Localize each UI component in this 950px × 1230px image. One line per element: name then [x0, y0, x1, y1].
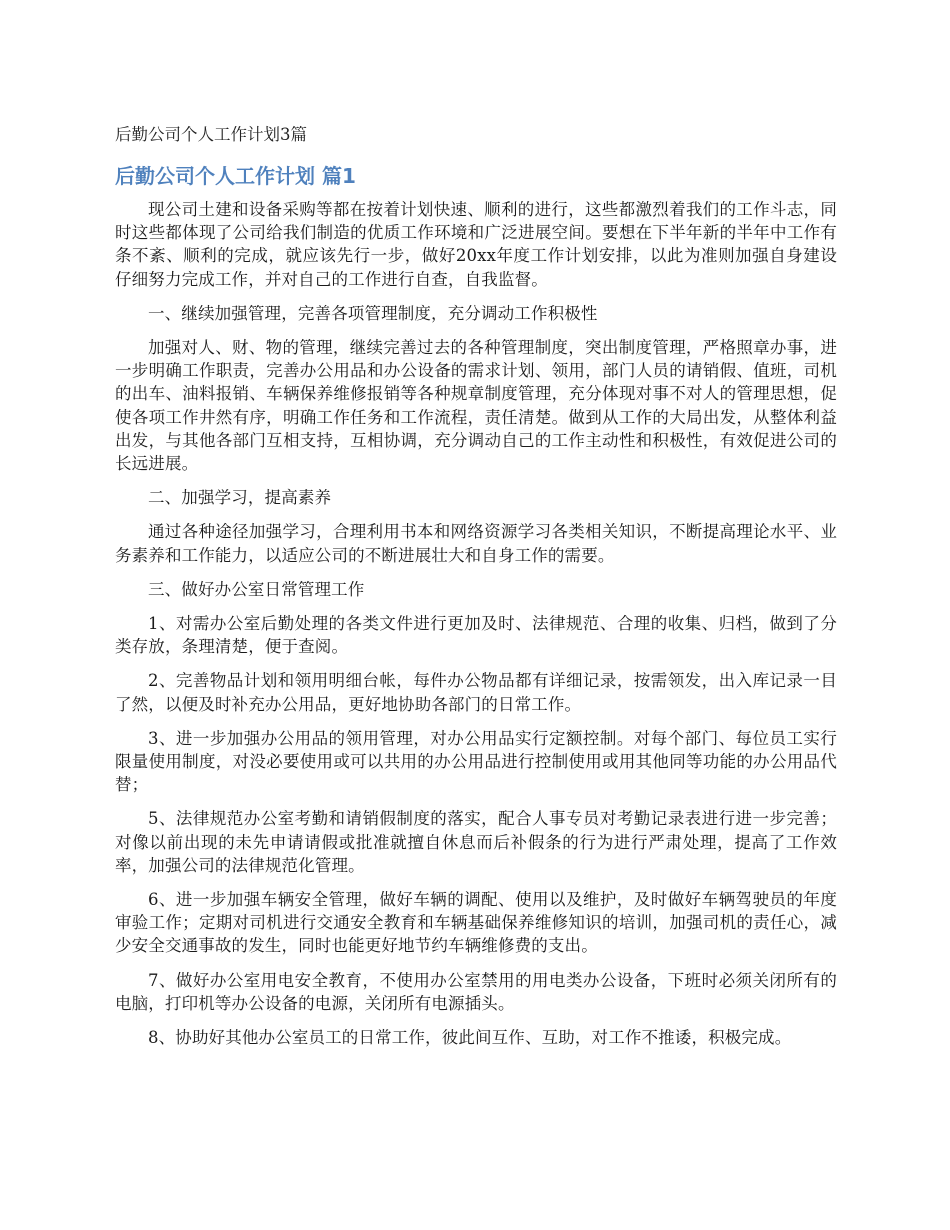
paragraph-item-7: 7、做好办公室用电安全教育，不使用办公室禁用的用电类办公设备，下班时必须关闭所有的电脑，打印机等办公设备的电源，关闭所有电源插头。: [115, 970, 837, 1013]
paragraph-learning: 通过各种途径加强学习，合理利用书本和网络资源学习各类相关知识，不断提高理论水平、业务素养和工作能力，以适应公司的不断进展壮大和自身工作的需要。: [115, 522, 837, 565]
paragraph-item-2: 2、完善物品计划和领用明细台帐，每件办公物品都有详细记录，按需领发，出入库记录一目了然，以便及时补充办公用品，更好地协助各部门的日常工作。: [115, 671, 837, 714]
paragraph-section-1-title: 一、继续加强管理，完善各项管理制度，充分调动工作积极性: [148, 303, 598, 323]
paragraph-intro: 现公司土建和设备采购等都在按着计划快速、顺利的进行，这些都激烈着我们的工作斗志，同时这些都体现了公司给我们制造的优质工作环境和广泛进展空间。要想在下半年新的半年中工作有条不紊、顺利的完成，就应该先行一步，做好20xx年度工作计划安排，以此为准则加强自身建设仔细努力完成工作，并对自己的工作进行自查，自我监督。: [115, 200, 837, 289]
paragraph-item-3: 3、进一步加强办公用品的领用管理，对办公用品实行定额控制。对每个部门、每位员工实行限量使用制度，对没必要使用或可以共用的办公用品进行控制使用或用其他同等功能的办公用品代替；: [115, 728, 837, 795]
paragraph-management: 加强对人、财、物的管理，继续完善过去的各种管理制度，突出制度管理，严格照章办事，进一步明确工作职责，完善办公用品和办公设备的需求计划、领用，部门人员的请销假、值班，司机的出车、油料报销、车辆保养维修报销等各种规章制度管理，充分体现对事不对人的管理思想，促使各项工作井然有序，明确工作任务和工作流程，责任清楚。做到从工作的大局出发，从整体利益出发，与其他各部门互相支持，互相协调，充分调动自己的工作主动性和积极性，有效促进公司的长远进展。: [115, 338, 837, 474]
paragraph-item-6: 6、进一步加强车辆安全管理，做好车辆的调配、使用以及维护，及时做好车辆驾驶员的年度审验工作；定期对司机进行交通安全教育和车辆基础保养维修知识的培训，加强司机的责任心，减少安全交通事故的发生，同时也能更好地节约车辆维修费的支出。: [115, 890, 837, 956]
document-content: [115, 122, 837, 1060]
paragraph-section-3-title: 三、做好办公室日常管理工作: [148, 579, 365, 599]
document-title: 后勤公司个人工作计划3篇: [115, 125, 307, 144]
paragraph-item-5: 5、法律规范办公室考勤和请销假制度的落实，配合人事专员对考勤记录表进行进一步完善；对像以前出现的未先申请请假或批准就擅自休息而后补假条的行为进行严肃处理，提高了工作效率，加强公司的法律规范化管理。: [115, 809, 837, 875]
section-heading: 后勤公司个人工作计划 篇1: [115, 164, 356, 188]
paragraph-item-1: 1、对需办公室后勤处理的各类文件进行更加及时、法律规范、合理的收集、归档，做到了分类存放，条理清楚，便于查阅。: [115, 614, 837, 657]
paragraph-section-2-title: 二、加强学习，提高素养: [148, 488, 332, 508]
paragraph-item-8: 8、协助好其他办公室员工的日常工作，彼此间互作、互助，对工作不推诿，积极完成。: [148, 1028, 792, 1048]
